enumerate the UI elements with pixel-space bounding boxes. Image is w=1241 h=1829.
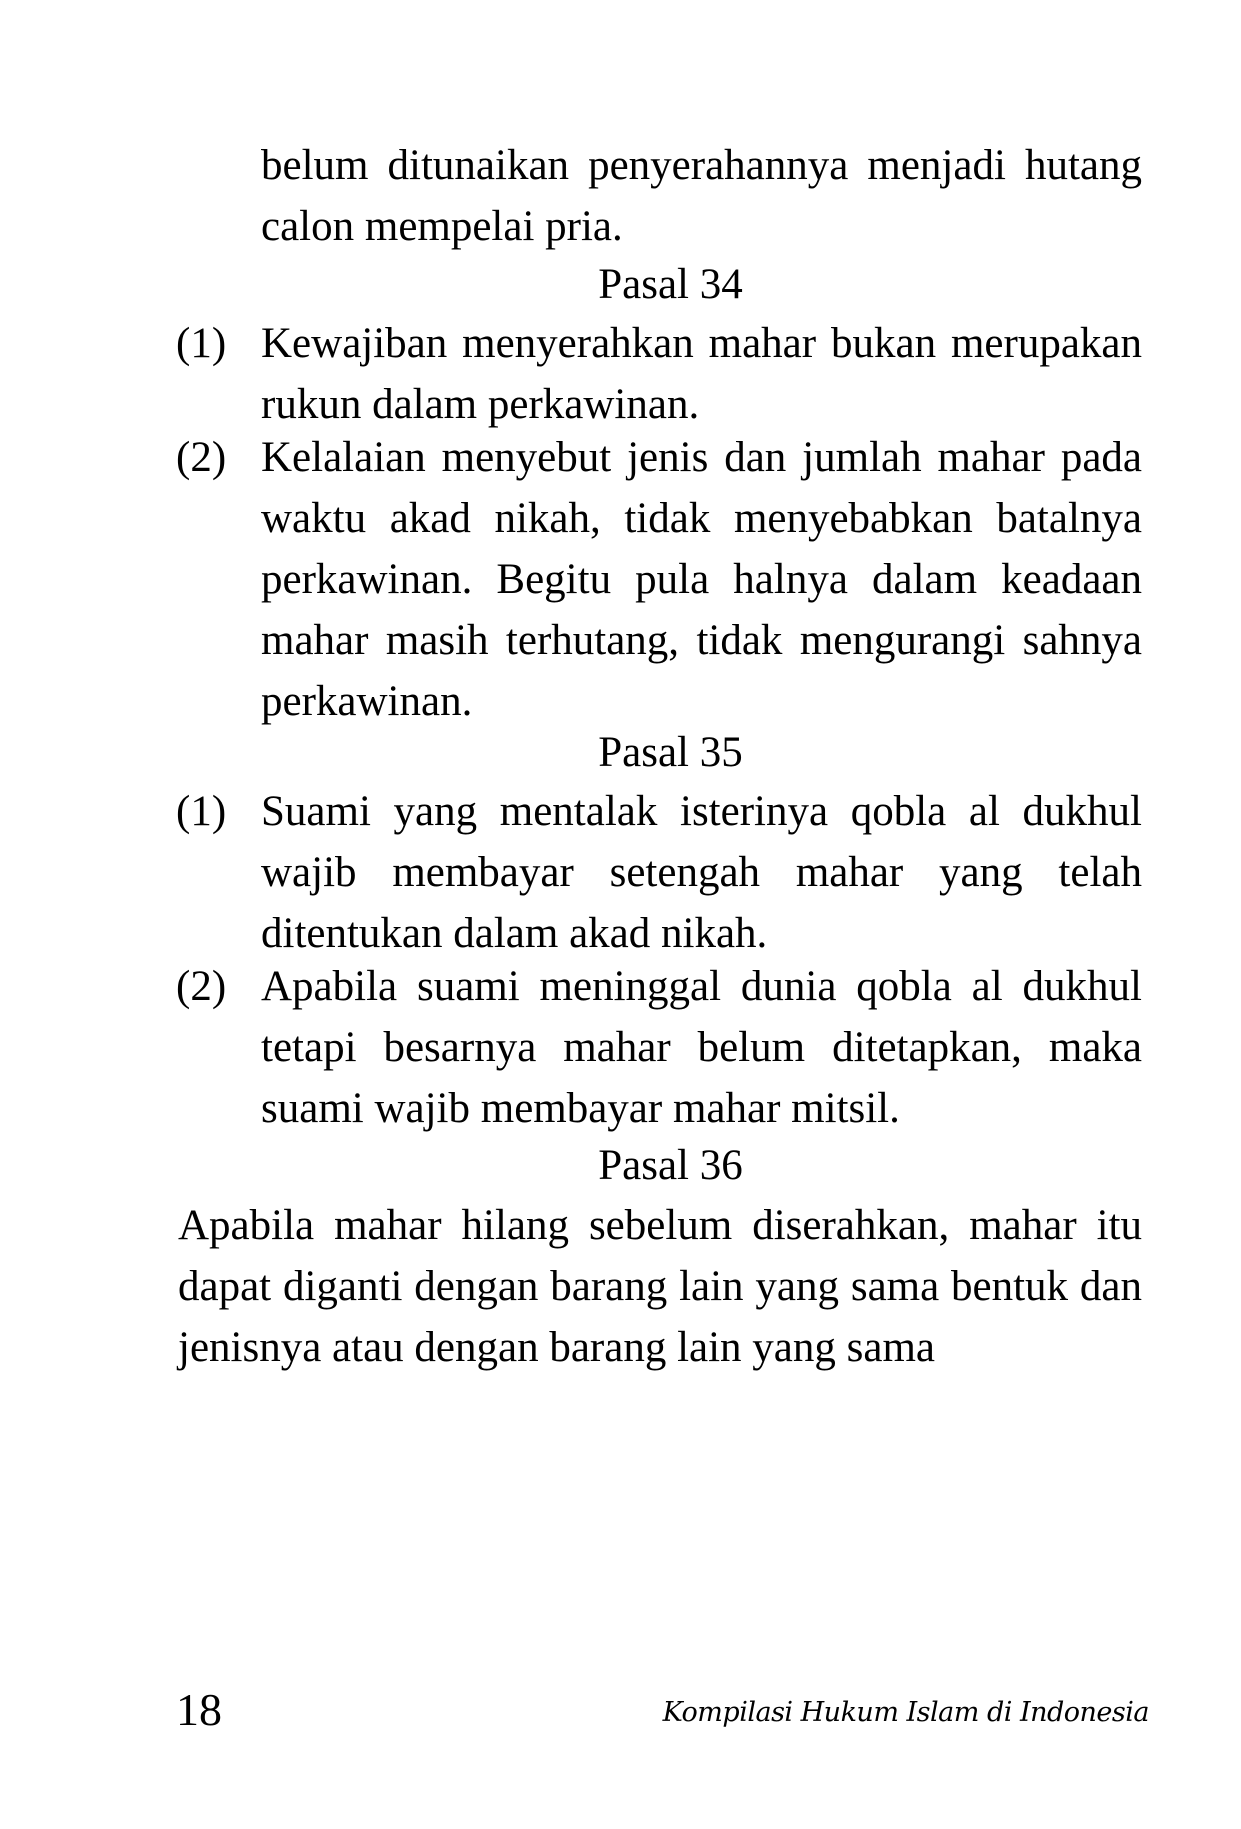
item-number: (2) [176,963,227,1010]
running-footer-title: Kompilasi Hukum Islam di Indonesia [662,1697,1149,1728]
pasal-34-item-2 [176,427,1142,732]
page-number: 18 [176,1684,222,1735]
item-text: Suami yang mentalak isterinya qobla al dukhul wajib membayar setengah mahar yang telah ditentukan dalam akad nikah. [261,788,1142,957]
pasal-35-heading-text: Pasal 35 [598,729,743,776]
pasal-34-heading [0,254,1241,315]
pasal-35-heading [0,722,1241,783]
pasal-34-item-1 [176,313,1142,435]
item-text: Kewajiban menyerahkan mahar bukan merupakan rukun dalam perkawinan. [261,320,1142,428]
pasal-34-heading-text: Pasal 34 [598,261,743,308]
item-text: Apabila suami meninggal dunia qobla al dukhul tetapi besarnya mahar belum ditetapkan, maka suami wajib membayar mahar mitsil. [261,963,1142,1132]
intro-paragraph: belum ditunaikan penyerahannya menjadi hutang calon mempelai pria. [261,142,1142,250]
pasal-35-item-1 [176,781,1142,964]
pasal-36-heading-text: Pasal 36 [598,1142,743,1189]
pasal-36-heading [0,1135,1241,1196]
item-number: (2) [176,434,227,481]
pasal-35-item-2 [176,956,1142,1139]
pasal-36-paragraph: Apabila mahar hilang sebelum diserahkan, mahar itu dapat diganti dengan barang lain yang sama bentuk dan jenisnya atau dengan barang lain yang sama [178,1202,1142,1371]
item-number: (1) [176,788,227,835]
item-text: Kelalaian menyebut jenis dan jumlah mahar pada waktu akad nikah, tidak menyebabkan batalnya perkawinan. Begitu pula halnya dalam keadaan mahar masih terhutang, tidak mengurangi sahnya perkawinan. [261,434,1142,725]
item-number: (1) [176,320,227,367]
